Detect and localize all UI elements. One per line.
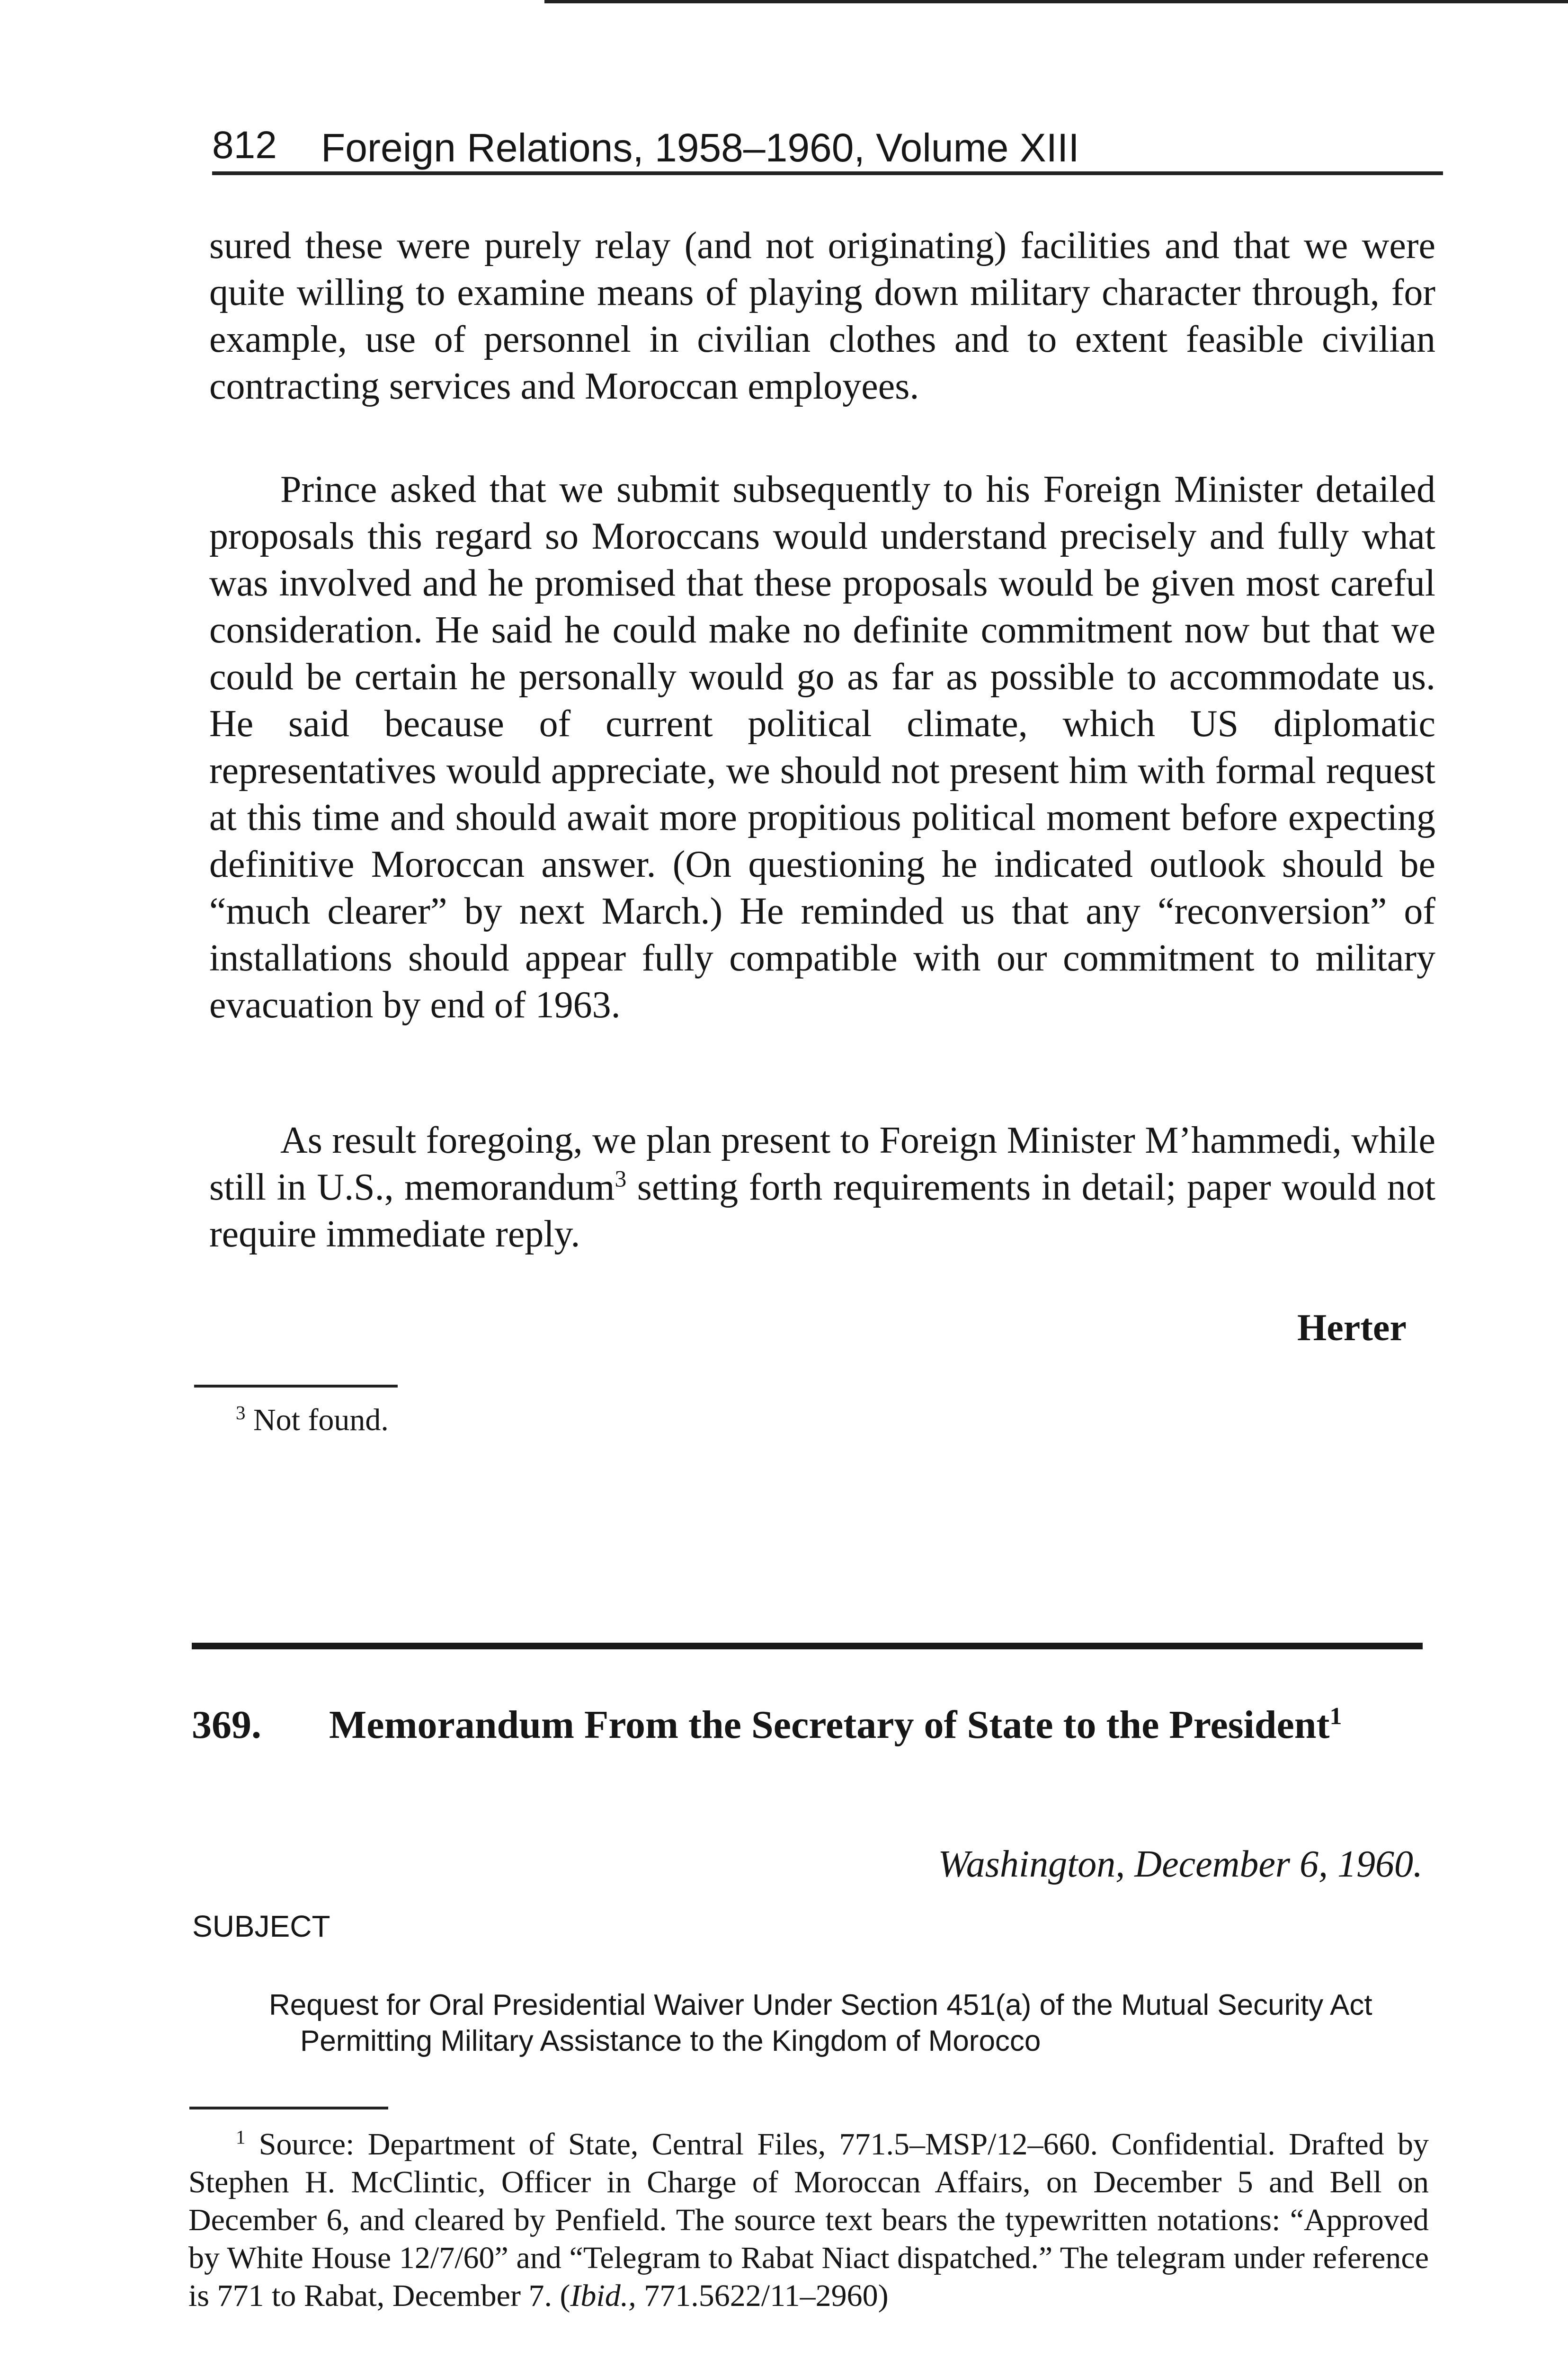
page-number: 812 — [212, 124, 277, 167]
footnote-1-marker: 1 — [236, 2127, 246, 2148]
footnote-1-reference: 1 — [1329, 1703, 1342, 1730]
footnote-1 — [188, 2126, 1429, 2315]
running-head — [212, 114, 1443, 180]
footnote-3-reference: 3 — [615, 1166, 627, 1192]
body-paragraph-2: Prince asked that we submit subsequently to his Foreign Minister detailed proposals this regard so Moroccans would understand precisely and fully what was involved and he promised that these proposals would be given most careful consideration. He said he could make no definite commitment now but that we could be certain he personally would go as far as possible to accommodate us. He said because of current political climate, which US diplomatic representatives would appreciate, we should not present him with formal request at this time and should await more propitious political moment before expecting definitive Moroccan answer. (On questioning he indicated outlook should be “much clearer” by next March.) He reminded us that any “reconversion” of installations should appear fully compatible with our commitment to military evacuation by end of 1963. — [209, 469, 1435, 1026]
paragraph-3-text-b: setting forth requirements in detail; paper would not require immediate reply. — [209, 1166, 1435, 1255]
document-heading — [192, 1702, 1446, 1748]
footnote-rule — [189, 2107, 388, 2109]
signature: Herter — [1297, 1307, 1407, 1349]
top-edge-rule — [544, 0, 1568, 3]
document-number: 369. — [192, 1703, 261, 1747]
footnote-1-text-a: Source: Department of State, Central Files, 771.5–MSP/12–660. Confidential. Drafted by Stephen H. McClintic, Officer in Charge of Moroccan Affairs, on December 5 and Bell on December 6, and cleared by Penfield. The source text bears the typewritten notations: “Approved by White House 12/7/60” and “Telegram to Rabat Niact dispatched.” The telegram under reference is 771 to Rabat, December 7. ( — [188, 2127, 1429, 2313]
footnote-3-text: Not found. — [245, 1403, 389, 1437]
document-title: Memorandum From the Secretary of State to the President — [329, 1703, 1330, 1747]
footnote-1-ibid: Ibid., — [570, 2278, 636, 2313]
subject-text: Request for Oral Presidential Waiver Under Section 451(a) of the Mutual Security Act Permitting Military Assistance to the Kingdom of Morocco — [269, 1989, 1372, 2057]
dateline: Washington, December 6, 1960. — [938, 1843, 1423, 1885]
paragraph-3-text-a: As result foregoing, we plan present to Foreign Minister M’hammedi, while still in U.S., memorandum — [209, 1120, 1435, 1208]
footnote-3 — [236, 1401, 389, 1439]
footnote-1-text-b: 771.5622/11–2960) — [636, 2278, 889, 2313]
section-divider-rule — [192, 1643, 1423, 1649]
subject-label: SUBJECT — [192, 1909, 330, 1943]
book-title: Foreign Relations, 1958–1960, Volume XIII — [321, 125, 1079, 170]
header-rule — [212, 171, 1443, 175]
footnote-rule — [194, 1385, 398, 1388]
body-paragraph-1: sured these were purely relay (and not originating) facilities and that we were quite willing to examine means of playing down military character through, for example, use of personnel in civilian clothes and to extent feasible civilian contracting services and Moroccan employees. — [209, 225, 1435, 407]
footnote-3-marker: 3 — [236, 1402, 246, 1424]
body-paragraph-3 — [209, 1117, 1435, 1258]
